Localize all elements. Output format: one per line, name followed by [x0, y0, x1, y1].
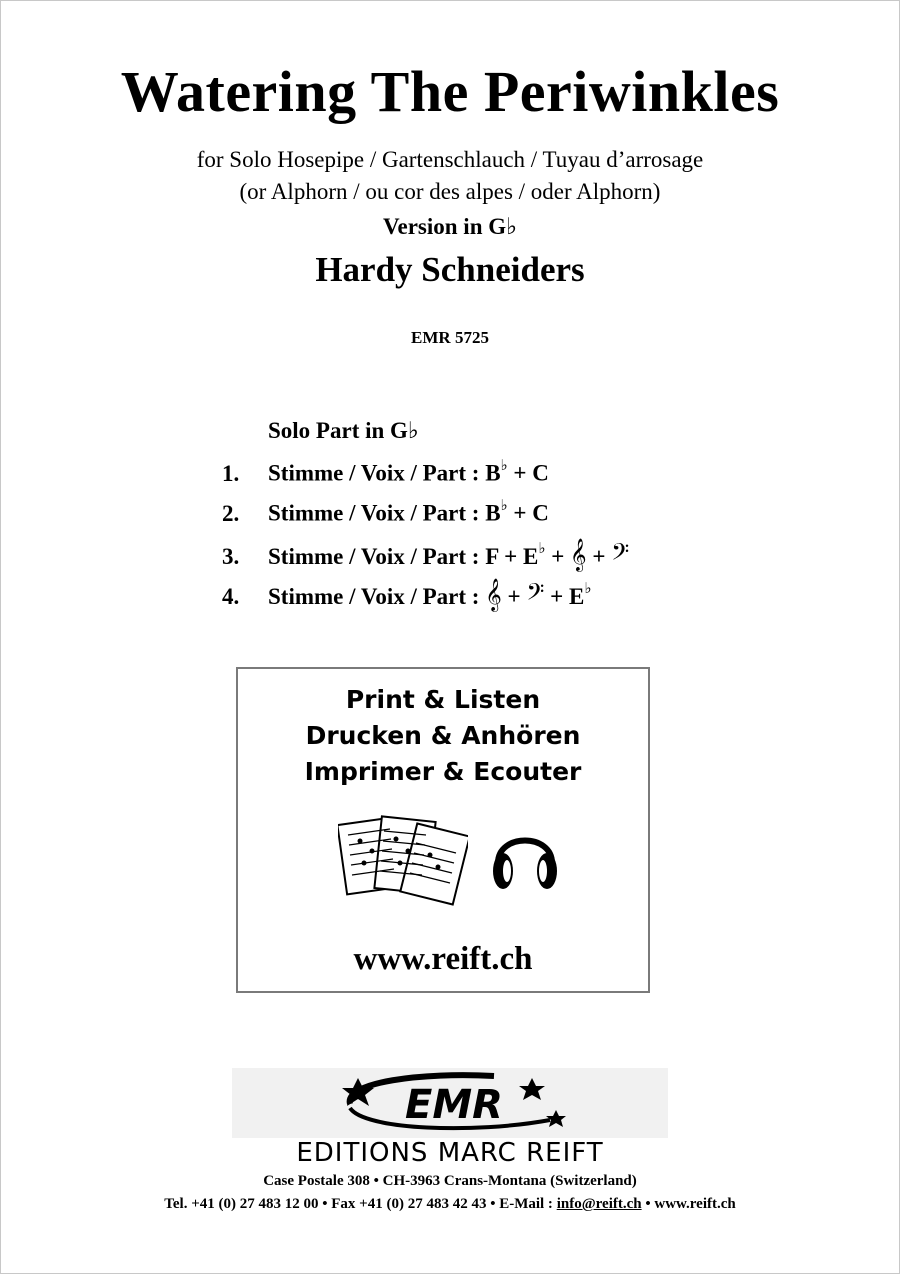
version-label: Version in G♭	[383, 214, 517, 240]
emr-logo	[232, 1068, 668, 1138]
logo-text	[405, 1082, 503, 1128]
promo-line-fr: Imprimer & Ecouter	[304, 757, 582, 786]
promo-line-en: Print & Listen	[345, 685, 541, 714]
promo-line-de: Drucken & Anhören	[305, 721, 581, 750]
bass-clef-icon: 𝄢	[526, 578, 545, 611]
sheet-music-icon	[338, 811, 468, 907]
treble-clef-icon: 𝄞	[570, 538, 587, 571]
catalog-number: EMR 5725	[411, 328, 489, 347]
headphones-icon	[490, 819, 560, 895]
flat-symbol: ♭	[584, 579, 592, 598]
subtitle-alternatives: (or Alphorn / ou cor des alpes / oder Alphorn)	[239, 179, 661, 204]
part-item: 2. Stimme / Voix / Part : B♭ + C	[222, 496, 549, 526]
composer-name: Hardy Schneiders	[315, 250, 585, 289]
part-item: 1. Stimme / Voix / Part : B♭ + C	[222, 456, 549, 486]
flat-symbol: ♭	[500, 496, 508, 514]
flat-symbol: ♭	[538, 539, 546, 558]
publisher-name: EDITIONS MARC REIFT	[296, 1138, 604, 1168]
flat-symbol: ♭	[500, 456, 508, 474]
part-item: 3. Stimme / Voix / Part : F + E♭ + 𝄞 + 𝄢	[222, 538, 630, 571]
print-listen-box	[236, 667, 650, 993]
email-link[interactable]: info@reift.ch	[556, 1196, 642, 1212]
svg-text:EMR: EMR	[405, 1082, 503, 1128]
flat-symbol: ♭	[506, 214, 517, 240]
page-title: Watering The Periwinkles	[120, 59, 780, 124]
bass-clef-icon: 𝄢	[611, 538, 630, 571]
publisher-contact: Tel. +41 (0) 27 483 12 00 • Fax +41 (0) 27 483 42 43 • E-Mail : info@reift.ch • www.reift.ch	[164, 1196, 736, 1212]
website-link[interactable]: www.reift.ch	[353, 941, 533, 977]
publisher-address: Case Postale 308 • CH-3963 Crans-Montana (Switzerland)	[263, 1173, 637, 1189]
part-item: 4. Stimme / Voix / Part : 𝄞 + 𝄢 + E♭	[222, 578, 592, 611]
flat-symbol: ♭	[407, 418, 419, 444]
treble-clef-icon: 𝄞	[485, 578, 502, 611]
solo-part-label: Solo Part in G♭	[268, 418, 419, 444]
subtitle-instruments: for Solo Hosepipe / Gartenschlauch / Tuyau d’arrosage	[196, 147, 704, 172]
